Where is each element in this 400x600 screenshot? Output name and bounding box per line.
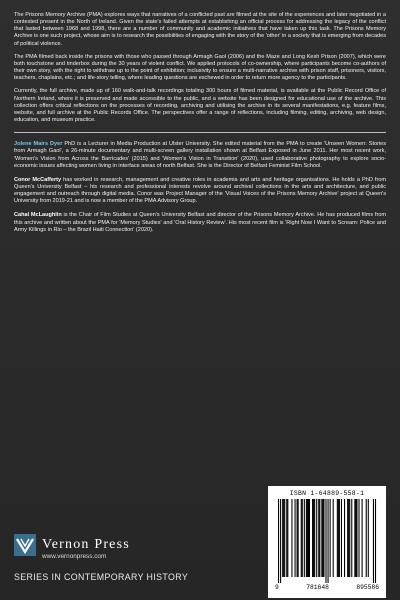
barcode-bar — [358, 499, 359, 577]
barcode-bar — [349, 499, 350, 577]
barcode-bar — [375, 499, 376, 583]
barcode-bar — [344, 499, 345, 577]
barcode-bar — [356, 499, 357, 577]
barcode-bar — [325, 499, 326, 583]
publisher-name: Vernon Press — [42, 537, 130, 552]
isbn-label: ISBN 1-64889-558-1 — [289, 490, 365, 497]
barcode-bar — [298, 499, 299, 577]
barcode-digit-group: 781648 — [306, 584, 329, 591]
barcode-bar — [354, 499, 355, 577]
barcode-bar — [312, 499, 313, 577]
barcode-bar — [284, 499, 285, 577]
barcode-bar — [339, 499, 340, 577]
barcode-bar — [348, 499, 349, 577]
isbn-barcode-box — [268, 486, 386, 598]
barcode-bar — [323, 499, 324, 577]
bio-jolene-mairs-dyer — [14, 141, 386, 170]
barcode-bar — [291, 499, 292, 577]
intro-paragraph-1: The Prisons Memory Archive (PMA) explores ways that narratives of a conflicted past are filmed at the site of the experiences and later negotiated in a contested present in the North of Ireland. Given the state's failed attempts at establishing an official process for addressing the legacy of the conflict that lasted between 1968 and 1998, there are a number of community and academic initiatives that have taken up this task. The Prisons Memory Archive is one such project, whose aim is to research the possibilities of engaging with the story of the 'other' in a society that is emerging from decades of political violence. — [14, 12, 386, 47]
barcode-bar — [318, 499, 319, 577]
vernon-press-logo-icon — [14, 534, 36, 556]
barcode-bar — [304, 499, 305, 577]
bio-cahal-mclaughlin — [14, 212, 386, 233]
barcode-bar — [341, 499, 342, 577]
barcode-bar — [306, 499, 307, 577]
barcode-bar — [308, 499, 309, 577]
barcode-bar — [347, 499, 348, 577]
barcode-bar — [333, 499, 334, 577]
publisher-url: www.vernonpress.com — [42, 553, 107, 560]
bio-name: Cahal McLaughlin — [14, 212, 62, 219]
barcode-bar — [307, 499, 308, 577]
barcode-bar — [366, 499, 367, 577]
series-title: SERIES IN CONTEMPORARY HISTORY — [14, 572, 189, 582]
bio-text: has worked in research, management and creative roles in academia and arts and heritage organisations. He holds a PhD from Queen's University Belfast – his research and professional interests revolve around archival collections in the arts and architecture, and public engagement and outreach through digital media. Conor was Project Manager of the 'Visual Voices of the Prisons Memory Archive' project at Queen's University from 2019-21 and is now a member of the PMA Advisory Group. — [14, 176, 386, 205]
barcode-bar — [297, 499, 298, 577]
barcode-bar — [301, 499, 302, 577]
barcode-digits — [274, 584, 380, 591]
barcode-bar — [321, 499, 322, 577]
barcode-bar — [287, 499, 288, 577]
barcode-bar — [351, 499, 352, 577]
barcode-bar — [286, 499, 287, 577]
barcode-bar — [314, 499, 315, 577]
bio-name: Conor McCafferty — [14, 176, 62, 183]
barcode-bar — [282, 499, 283, 577]
barcode-bar — [319, 499, 320, 577]
bio-name: Jolene Mairs Dyer — [14, 141, 63, 148]
barcode-bar — [309, 499, 310, 577]
divider — [14, 132, 386, 133]
barcode-bar — [362, 499, 363, 577]
barcode-bar — [373, 499, 374, 583]
barcode-bar — [328, 499, 329, 583]
barcode-digit-group: 895586 — [356, 584, 379, 591]
barcode-bar — [338, 499, 339, 577]
barcode-bar — [278, 499, 279, 583]
barcode-bar — [337, 499, 338, 577]
intro-paragraph-2: The PMA filmed back inside the prisons with those who passed through Armagh Gaol (2006) and the Maze and Long Kesh Prison (2007), which were both touchstone and tinderbox during the 30 years of violent conflict. We applied protocols of co-ownership, where participants become co-authors of their own story, with the right to withdraw up to the point of exhibition; inclusivity to ensure a multi-narrative archive with prison staff, prisoners, visitors, teachers, chaplains, etc.; and life-story telling, where leading questions are eschewed in order to return more agency to the participants. — [14, 53, 386, 82]
barcode-bar — [295, 499, 296, 577]
barcode-bar — [280, 499, 281, 583]
barcode-bar — [302, 499, 303, 577]
barcode-bar — [283, 499, 284, 577]
intro-paragraph-3: Currently, the full archive, made up of 160 walk-and-talk recordings totaling 300 hours of filmed material, is available at the Public Record Office of Northern Ireland, where it is preserved and made accessible to the public, and a website has been designed for educational use of the archive. This collection offers critical reflections on the processes of recording, archiving and utilising the archive in its several manifestations, e.g. feature films, website, and full archive at the Public Records Office. The perspectives offer a range of reflections, including filming, editing, archiving, web design, education, and museum practice. — [14, 88, 386, 124]
barcode-bar — [355, 499, 356, 577]
barcode-bar — [313, 499, 314, 577]
barcode-bar — [316, 499, 317, 577]
bio-text: is the Chair of Film Studies at Queen's University Belfast and director of the Prisons Memory Archive. He has produced films from this archive and written about the PMA for 'Memory Studies' and 'Oral History Review'. His most recent film is 'Right Now I Want to Scream: Police and Army Killings in Rio – the Brazil Haiti Connection' (2020). — [14, 212, 386, 233]
bio-conor-mccafferty — [14, 177, 386, 206]
barcode — [274, 499, 380, 583]
bio-text: PhD is a Lecturer in Media Production at Ulster University. She edited material from the PMA to create 'Unseen Women: Stories from Armagh Gaol', a 26-minute documentary and multi-screen gallery installation shown at Belfast Exposed in June 2011. Her most recent work, 'Women's Vision from Across the Barricades' (2015) and 'Women's Vision in Transition' (2020), used collaborative photography to explore socio-economic issues affecting women living in interface areas of north Belfast. She is the Director of Belfast Feminist Film School. — [14, 141, 387, 169]
barcode-bar — [322, 499, 323, 577]
author-bios — [14, 141, 386, 234]
barcode-bar — [368, 499, 369, 577]
publisher-block — [14, 534, 244, 582]
barcode-digit-group: 9 — [275, 584, 279, 591]
intro-text — [14, 12, 386, 124]
barcode-bar — [330, 499, 331, 577]
